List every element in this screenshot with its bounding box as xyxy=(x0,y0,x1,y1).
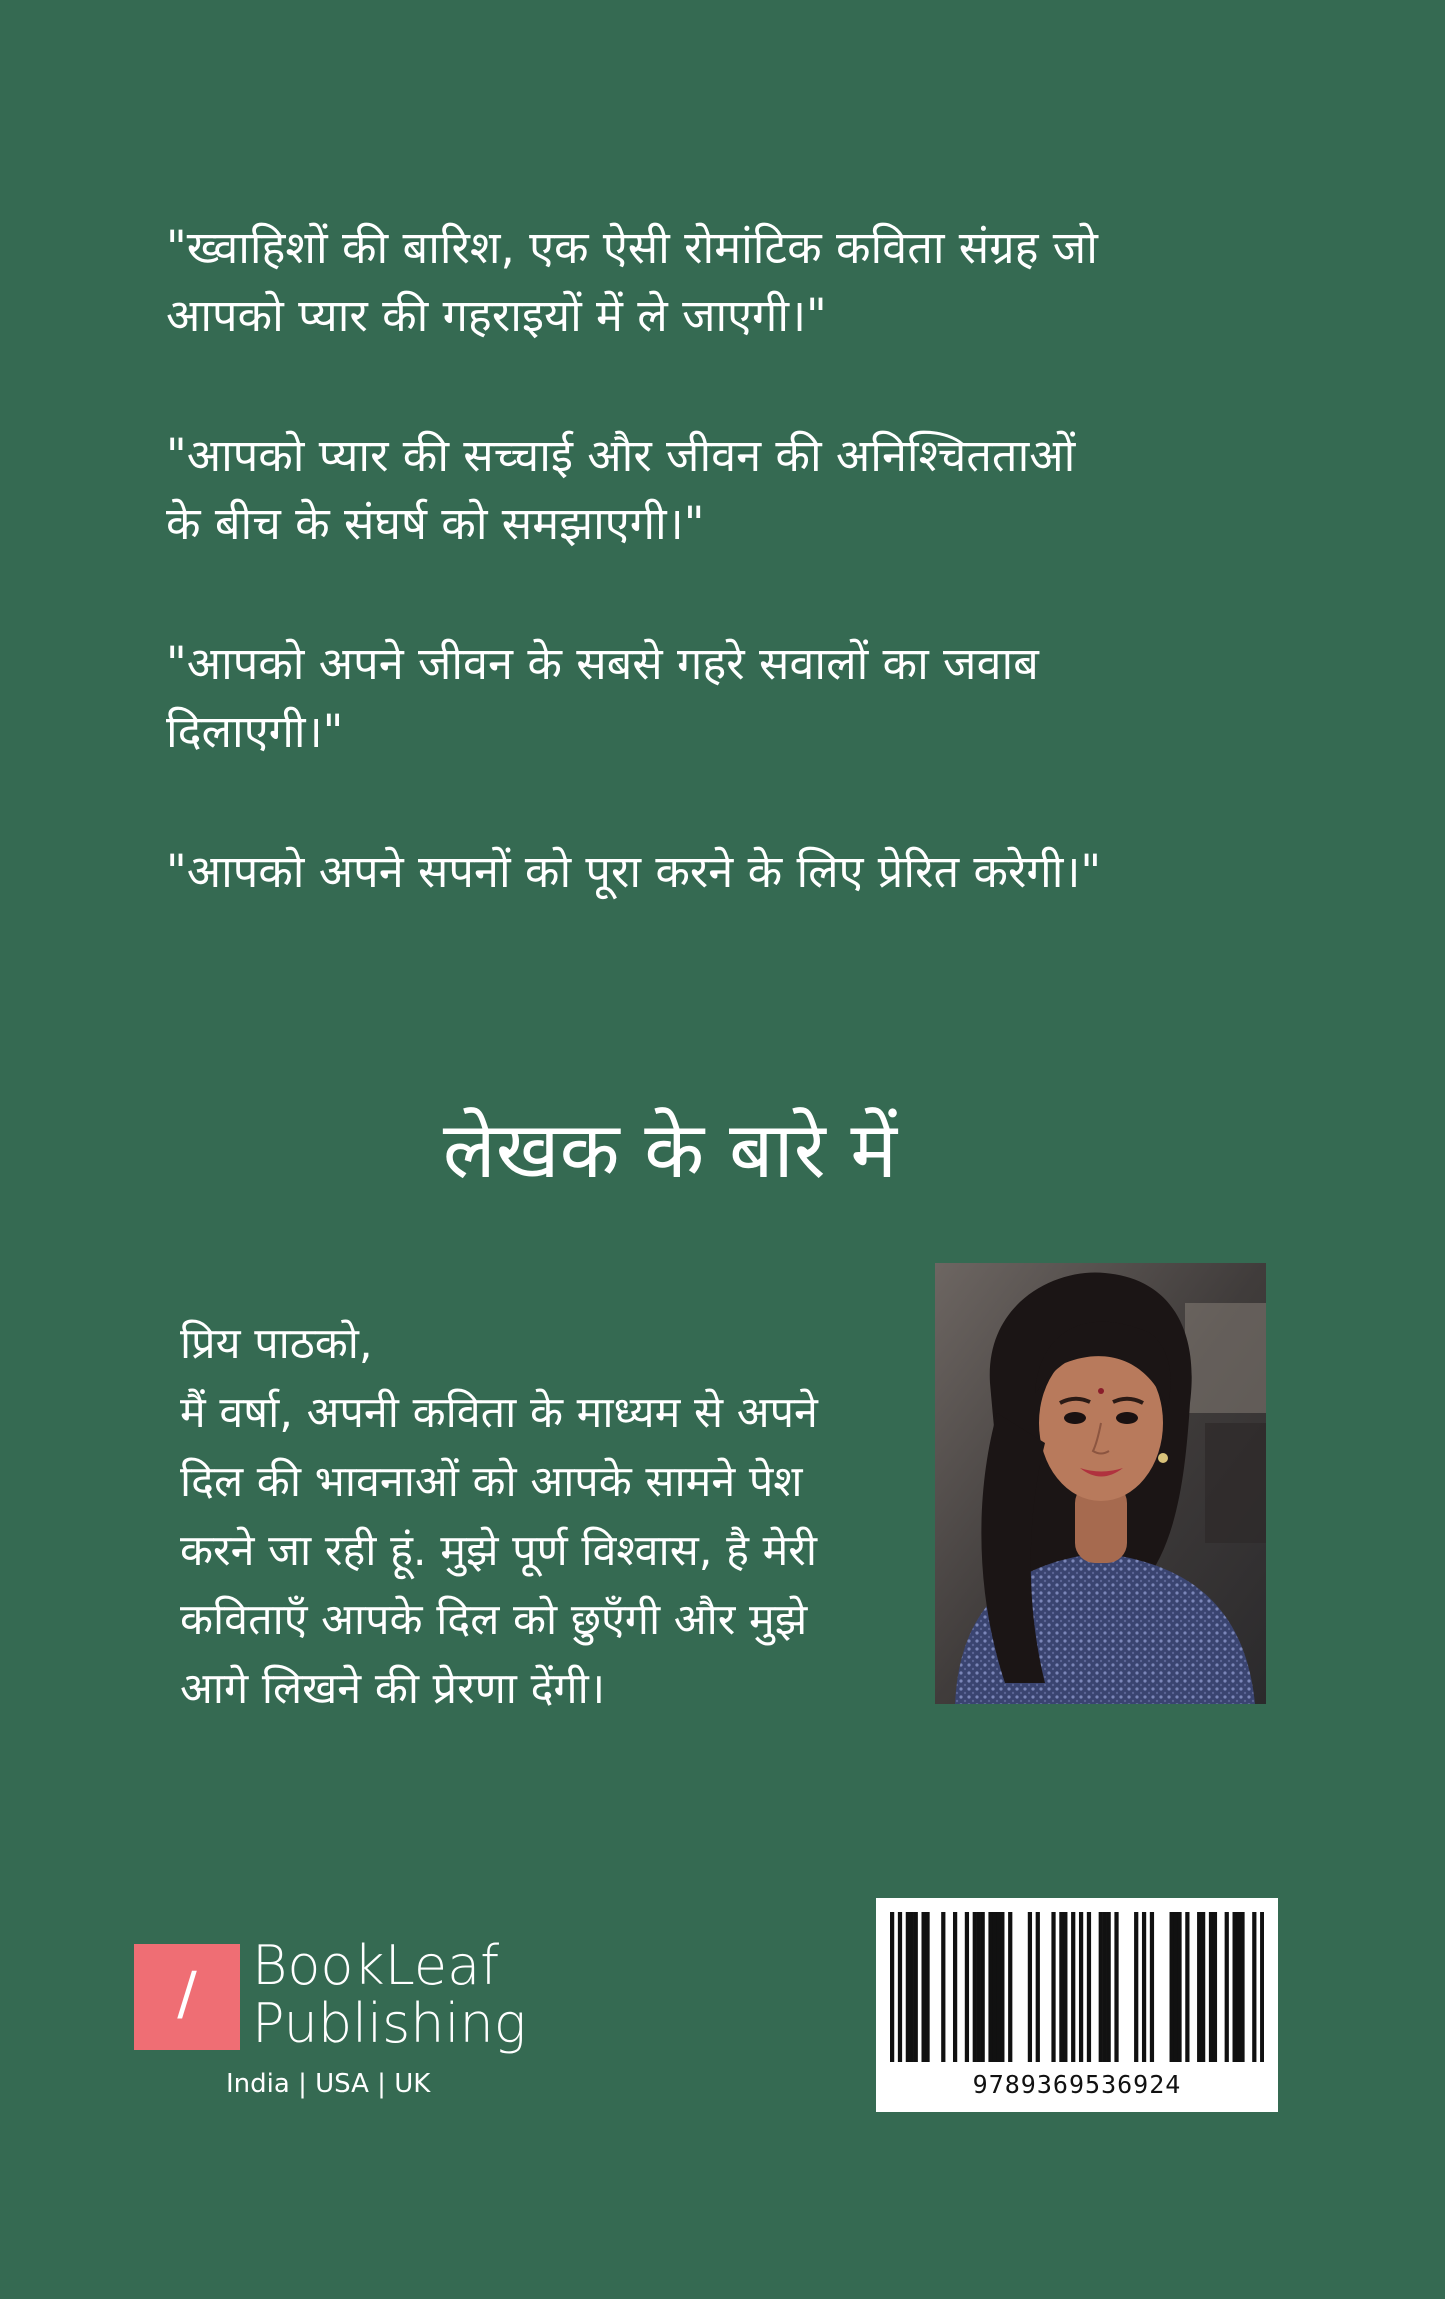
about-author-heading: लेखक के बारे में xyxy=(442,1106,898,1196)
barcode-bar xyxy=(906,1912,910,2062)
barcode-bar xyxy=(921,1912,925,2062)
blurb-quote-1: "ख्वाहिशों की बारिश, एक ऐसी रोमांटिक कविता संग्रह जो आपको प्यार की गहराइयों में ले जाएगी।" xyxy=(166,221,1098,342)
barcode-bar xyxy=(965,1912,969,2062)
isbn-barcode xyxy=(876,1898,1278,2112)
barcode-bar xyxy=(996,1912,1000,2062)
publisher-logo-mark xyxy=(134,1944,240,2050)
barcode-bar xyxy=(1103,1912,1107,2062)
publisher-logo xyxy=(134,1934,534,2117)
barcode-bar xyxy=(1185,1912,1189,2062)
barcode-bar xyxy=(988,1912,992,2062)
blurb-quote-4: "आपको अपने सपनों को पूरा करने के लिए प्रेरित करेगी।" xyxy=(166,845,1102,898)
barcode-bar xyxy=(1059,1912,1063,2062)
publisher-name-line-2: Publishing xyxy=(252,1992,527,2055)
barcode-bar xyxy=(941,1912,945,2062)
barcode-bar xyxy=(1213,1912,1217,2062)
barcode-bar xyxy=(992,1912,996,2062)
publisher-regions: India | USA | UK xyxy=(226,2069,431,2099)
barcode-bar xyxy=(1142,1912,1146,2062)
barcode-bar xyxy=(910,1912,914,2062)
barcode-bar xyxy=(1036,1912,1040,2062)
barcode-bar xyxy=(1051,1912,1055,2062)
publisher-name-line-1: BookLeaf xyxy=(252,1934,500,1997)
barcode-bar xyxy=(1260,1912,1264,2062)
barcode-bar xyxy=(914,1912,918,2062)
barcode-bars xyxy=(890,1912,1264,2062)
blurb-quote-3: "आपको अपने जीवन के सबसे गहरे सवालों का जवाब दिलाएगी।" xyxy=(166,637,1039,758)
barcode-bar xyxy=(1079,1912,1083,2062)
back-cover-blurb xyxy=(166,214,1186,978)
barcode-bar xyxy=(1134,1912,1138,2062)
barcode-bar xyxy=(1173,1912,1177,2062)
barcode-bar xyxy=(977,1912,981,2062)
barcode-bar xyxy=(1177,1912,1181,2062)
barcode-bar xyxy=(1063,1912,1067,2062)
about-author-text: प्रिय पाठको, मैं वर्षा, अपनी कविता के माध्यम से अपने दिल की भावनाओं को आपके सामने पेश करने जा रही हूं. मुझे पूर्ण विश्वास, है मेरी कविताएँ आपके दिल को छुएँगी और मुझे आगे लिखने की प्रेरणा देंगी। xyxy=(180,1319,818,1714)
barcode-bar xyxy=(1087,1912,1091,2062)
barcode-bar xyxy=(1252,1912,1256,2062)
barcode-bar xyxy=(1240,1912,1244,2062)
barcode-bar xyxy=(1000,1912,1004,2062)
barcode-bar xyxy=(1071,1912,1075,2062)
barcode-bar xyxy=(953,1912,957,2062)
barcode-bar xyxy=(1197,1912,1201,2062)
barcode-bar xyxy=(1008,1912,1012,2062)
publisher-logo-slash: / xyxy=(177,1959,197,2027)
isbn-number: 9789369536924 xyxy=(972,2070,1182,2099)
barcode-bar xyxy=(925,1912,929,2062)
barcode-bar xyxy=(1236,1912,1240,2062)
blurb-quote-2: "आपको प्यार की सच्चाई और जीवन की अनिश्चितताओं के बीच के संघर्ष को समझाएगी।" xyxy=(166,429,1076,550)
barcode-bar xyxy=(1233,1912,1237,2062)
barcode-bar xyxy=(1170,1912,1174,2062)
author-photo xyxy=(935,1263,1266,1704)
barcode-bar xyxy=(1107,1912,1111,2062)
barcode-bar xyxy=(890,1912,894,2062)
barcode-bar xyxy=(1225,1912,1229,2062)
barcode-bar xyxy=(1099,1912,1103,2062)
barcode-bar xyxy=(1201,1912,1205,2062)
barcode-bar xyxy=(898,1912,902,2062)
barcode-bar xyxy=(1150,1912,1154,2062)
barcode-bar xyxy=(1114,1912,1118,2062)
barcode-bar xyxy=(973,1912,977,2062)
publisher-name xyxy=(252,1934,527,2055)
barcode-bar xyxy=(981,1912,985,2062)
barcode-bar xyxy=(1209,1912,1213,2062)
barcode-bar xyxy=(1028,1912,1032,2062)
